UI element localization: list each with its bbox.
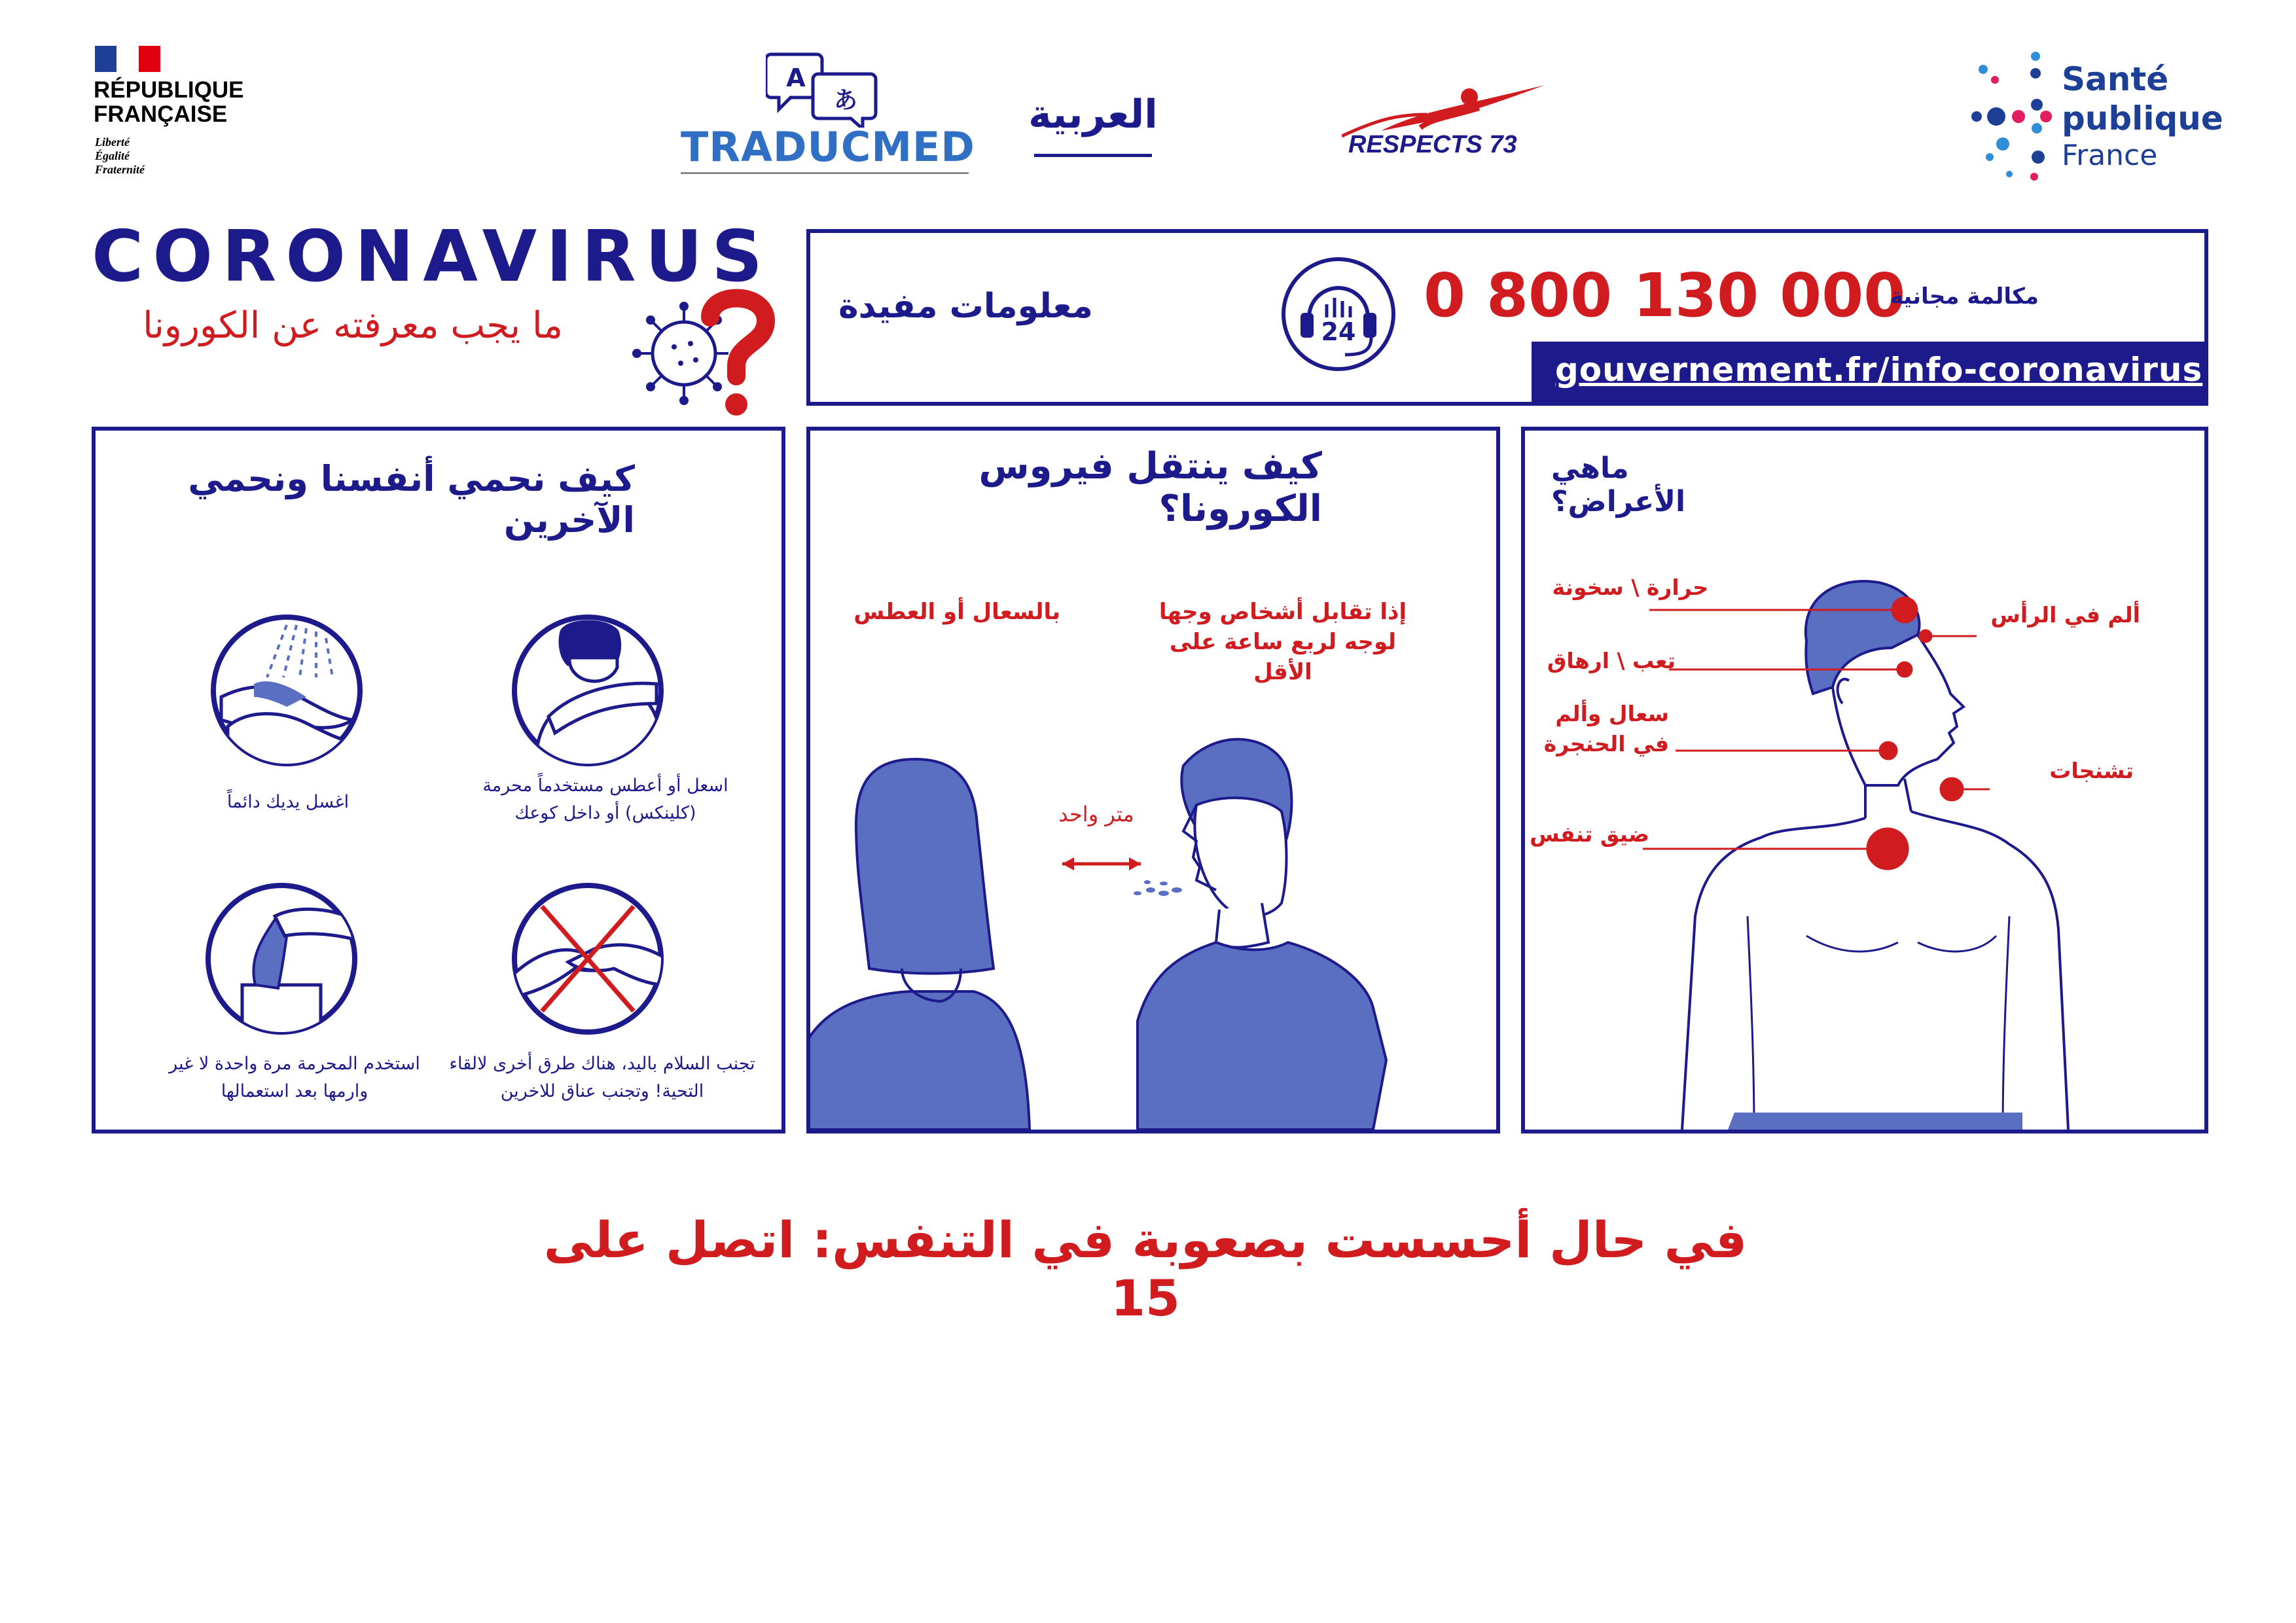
traducmed-underline xyxy=(681,172,969,174)
page-title: CORONAVIRUS xyxy=(92,216,772,298)
page-subtitle: ما يجب معرفته عن الكورونا xyxy=(143,304,563,347)
running-figure-icon xyxy=(1342,79,1551,137)
traducmed-logo xyxy=(681,49,975,187)
protect-caption-2: اغسل يديك دائماً xyxy=(226,792,350,812)
respects73-logo xyxy=(1342,79,1590,164)
symptom-breath: ضيق تنفس xyxy=(1530,821,1649,847)
free-call-label: مكالمة مجانية xyxy=(1890,283,2039,310)
sante-line2: publique xyxy=(2062,99,2223,137)
symptom-headache: ألم في الرأس xyxy=(1990,602,2140,628)
respects73-text: RESPECTS 73 xyxy=(1348,131,1517,158)
sante-dots-icon xyxy=(1964,46,2062,190)
transmission-title: كيف ينتقل فيروس الكورونا؟ xyxy=(978,445,1322,530)
republique-line1: RÉPUBLIQUE xyxy=(94,77,244,103)
traducmed-wordmark: TRADUCMED xyxy=(681,123,975,171)
info-label: معلومات مفيدة xyxy=(838,287,1093,326)
language-underline xyxy=(1034,154,1152,157)
translation-bubbles-icon xyxy=(766,49,884,128)
bubble-b-text: あ xyxy=(833,87,858,114)
motto-fraternite: Fraternité xyxy=(95,163,145,176)
symptom-aches: تشنجات xyxy=(2049,758,2134,783)
info-url-text[interactable]: gouvernement.fr/info-coronavirus xyxy=(1555,351,2203,389)
sante-line3: France xyxy=(2062,139,2158,172)
protect-caption-3: تجنب السلام باليد، هناك طرق أخرى لالقاء التحية! وتجنب عناق للاخرين xyxy=(449,1054,755,1101)
transmission-label-face: إذا تقابل أشخاص وجها لوجه لربع ساعة على الأقل xyxy=(1158,599,1407,685)
bubble-a-text: A xyxy=(786,63,806,92)
protect-caption-1: اسعل أو أعطس مستخدماً محرمة (كلينكس) أو داخل كوعك xyxy=(482,776,728,823)
tissue-bin-icon xyxy=(203,880,360,1037)
symptom-fever: حرارة \ سخونة xyxy=(1552,575,1708,600)
info-url-link[interactable] xyxy=(1532,342,2204,402)
no-handshake-icon xyxy=(509,880,666,1037)
symptoms-title: ماهي الأعراض؟ xyxy=(1551,452,1686,518)
sante-publique-france-logo xyxy=(1964,46,2225,190)
sante-line1: Santé xyxy=(2062,60,2169,98)
transmission-illustration xyxy=(810,694,1496,1130)
tricolor-flag-icon xyxy=(95,46,160,72)
phone-number: 0 800 130 000 xyxy=(1424,260,1906,330)
distance-label: متر واحد xyxy=(1058,802,1134,827)
motto-liberte: Liberté xyxy=(95,135,130,149)
hours-text: 24 xyxy=(1321,317,1356,346)
cough-elbow-icon xyxy=(509,612,666,769)
protect-caption-4: استخدم المحرمة مرة واحدة لا غير وارمها بعد استعمالها xyxy=(169,1054,420,1101)
protect-title: كيف نحمي أنفسنا ونحمي الآخرين xyxy=(188,458,635,541)
republique-line2: FRANÇAISE xyxy=(94,101,228,127)
republique-francaise-logo xyxy=(92,46,255,190)
symptom-cough: سعال وألم في الحنجرة xyxy=(1543,701,1669,757)
motto-egalite: Égalité xyxy=(95,149,130,162)
language-label: العربية xyxy=(1028,92,1158,137)
virus-question-icon xyxy=(632,288,776,419)
symptom-fatigue: تعب \ ارهاق xyxy=(1547,648,1676,673)
wash-hands-icon xyxy=(208,612,365,769)
transmission-label-cough: بالسعال أو العطس xyxy=(853,599,1060,625)
headset-24-icon xyxy=(1280,249,1397,380)
footer-warning: في حال أحسست بصعوبة في التنفس: اتصل على 15 xyxy=(543,1211,1748,1327)
